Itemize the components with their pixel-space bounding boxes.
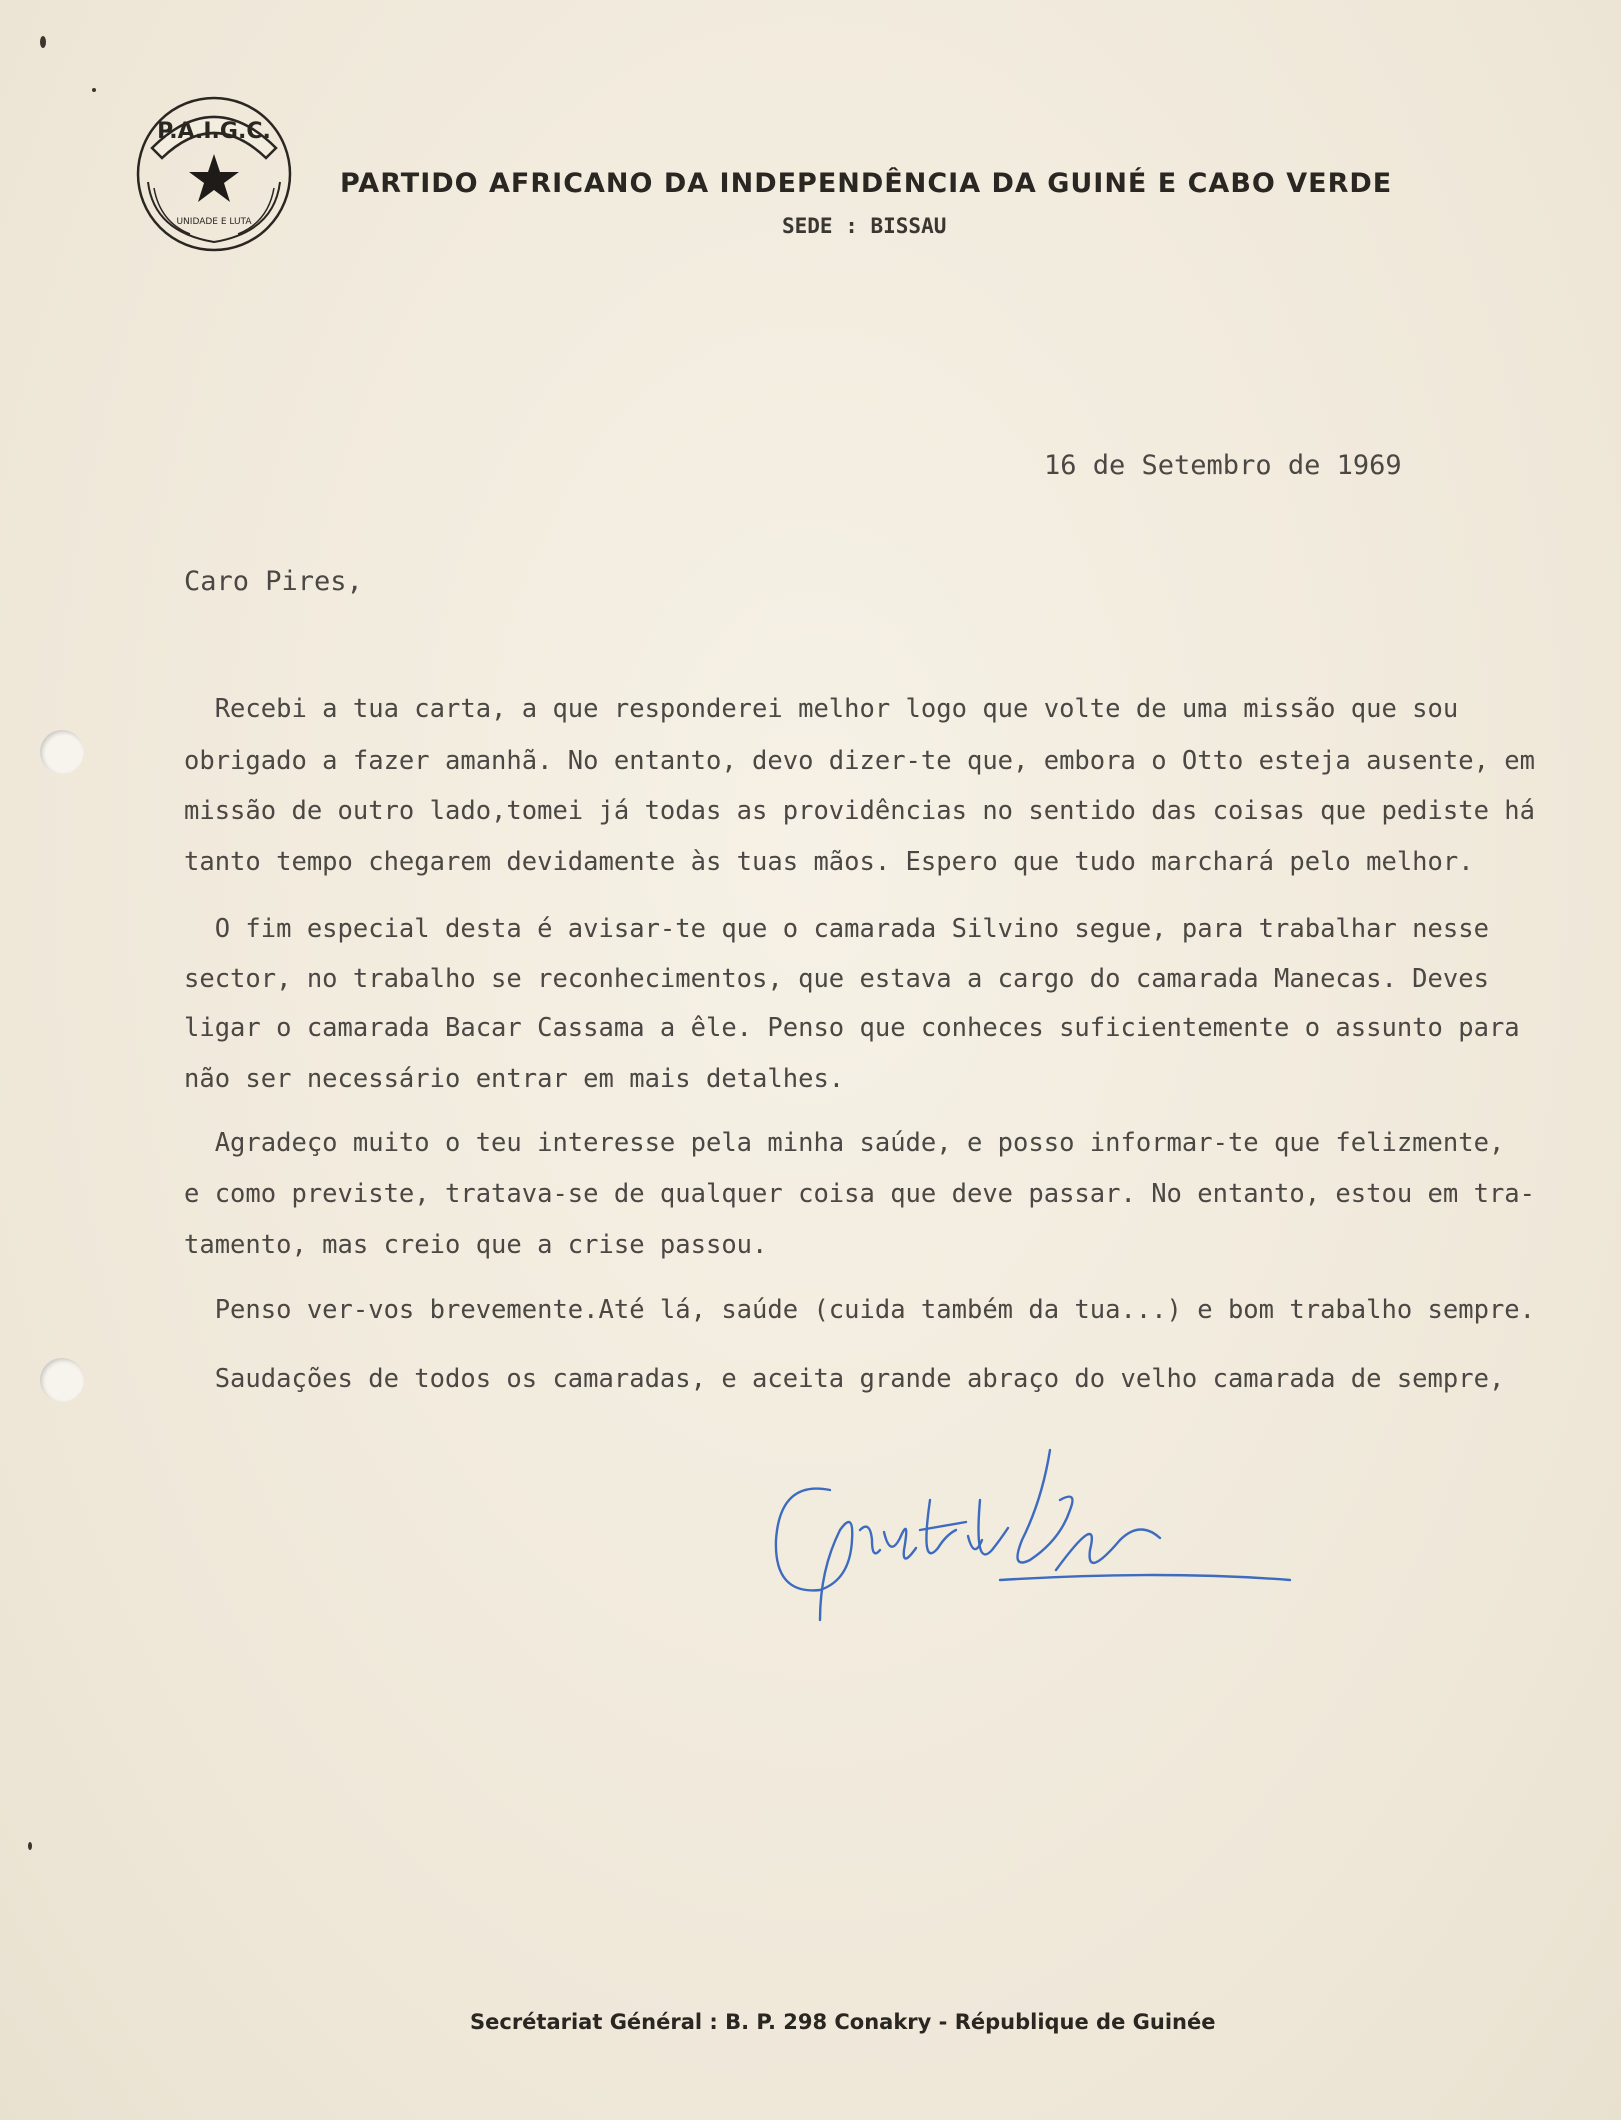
body-line: e como previste, tratava-se de qualquer coisa que deve passar. No entanto, estou em tra- [184,1179,1536,1209]
paper-speck [28,1842,32,1850]
body-line: tanto tempo chegarem devidamente às tuas mãos. Espero que tudo marchará pelo melhor. [184,847,1474,877]
body-line: não ser necessário entrar em mais detalhes. [184,1064,845,1094]
star-icon [189,154,239,202]
letterhead-seat: SEDE : BISSAU [782,214,947,238]
letter-date: 16 de Setembro de 1969 [1044,450,1402,481]
body-line: O fim especial desta é avisar-te que o camarada Silvino segue, para trabalhar nesse [184,914,1489,944]
body-line: obrigado a fazer amanhã. No entanto, devo dizer-te que, embora o Otto esteja ausente, em [184,746,1536,776]
paper-speck [40,36,46,48]
svg-text:P.A.I.G.C.: P.A.I.G.C. [157,119,271,144]
punch-hole-bottom [40,1358,84,1402]
body-line: sector, no trabalho se reconhecimentos, que estava a cargo do camarada Manecas. Deves [184,964,1489,994]
paigc-emblem-logo [134,92,294,252]
body-line: Penso ver-vos brevemente.Até lá, saúde (cuida também da tua...) e bom trabalho sempre. [184,1295,1536,1325]
punch-hole-top [40,730,84,774]
body-line: Agradeço muito o teu interesse pela minha saúde, e posso informar-te que felizmente, [184,1128,1505,1158]
letterhead-organization: PARTIDO AFRICANO DA INDEPENDÊNCIA DA GUINÉ E CABO VERDE [340,168,1393,199]
paper-speck [92,88,96,92]
handwritten-signature [760,1420,1300,1640]
svg-text:UNIDADE E LUTA: UNIDADE E LUTA [176,217,252,227]
body-line: missão de outro lado,tomei já todas as providências no sentido das coisas que pediste há [184,796,1536,826]
letter-footer-address: Secrétariat Général : B. P. 298 Conakry - République de Guinée [470,2010,1216,2034]
body-line: tamento, mas creio que a crise passou. [184,1230,768,1260]
body-line: Saudações de todos os camaradas, e aceita grande abraço do velho camarada de sempre, [184,1364,1505,1394]
body-line: ligar o camarada Bacar Cassama a êle. Penso que conheces suficientemente o assunto para [184,1013,1520,1043]
body-line: Recebi a tua carta, a que responderei melhor logo que volte de uma missão que sou [184,694,1459,724]
letter-salutation: Caro Pires, [184,566,363,597]
